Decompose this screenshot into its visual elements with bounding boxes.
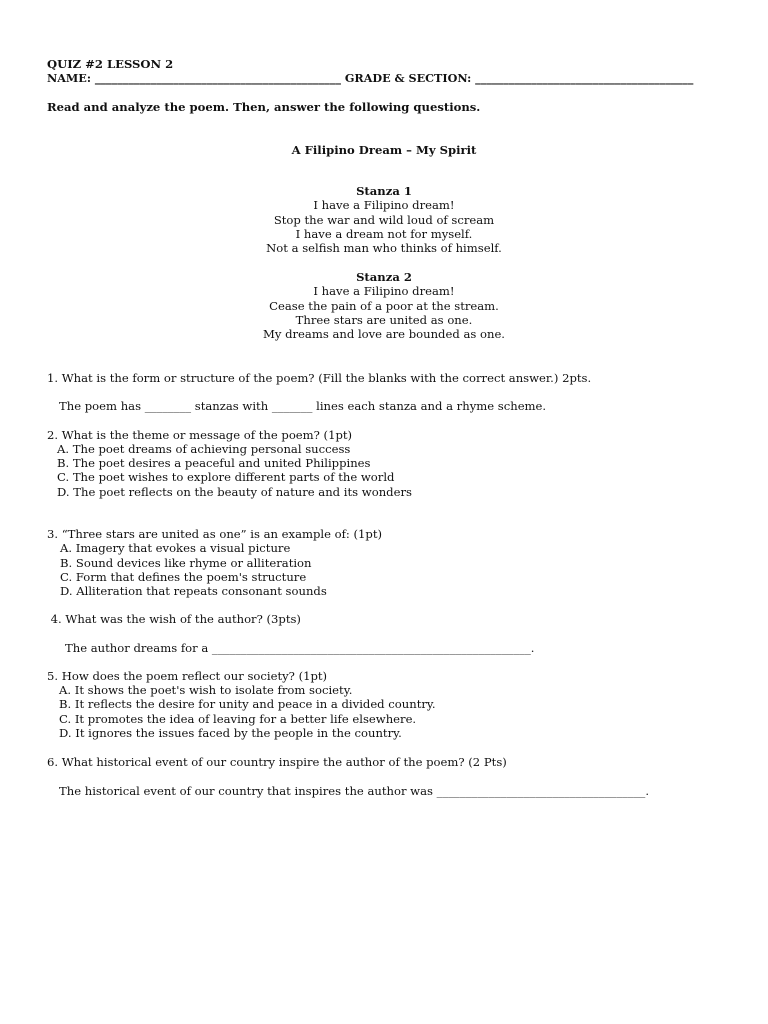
question-1-answer-line: The poem has ________ stanzas with _______ lines each stanza and a rhyme scheme. (59, 399, 547, 413)
question-5-option-c: C. It promotes the idea of leaving for a better life elsewhere. (59, 712, 417, 726)
question-3-option-b: B. Sound devices like rhyme or alliteration (60, 556, 312, 570)
question-4-answer-line: The author dreams for a _______________________________________________________. (65, 641, 535, 655)
question-3-prompt: 3. “Three stars are united as one” is an example of: (1pt) (47, 527, 383, 541)
question-6-prompt: 6. What historical event of our country inspire the author of the poem? (2 Pts) (47, 755, 507, 769)
question-2-option-c: C. The poet wishes to explore different parts of the world (57, 470, 395, 484)
poem-line: I have a Filipino dream! (313, 284, 455, 299)
poem-line: My dreams and love are bounded as one. (262, 327, 505, 342)
poem-line: I have a dream not for myself. (295, 226, 473, 241)
poem-line: Three stars are united as one. (295, 312, 473, 327)
question-4-prompt: 4. What was the wish of the author? (3pts) (47, 612, 301, 626)
poem-line: Cease the pain of a poor at the stream. (269, 298, 499, 313)
poem-line: Not a selfish man who thinks of himself. (266, 241, 502, 256)
question-6-answer-line: The historical event of our country that inspires the author was ____________________________________. (59, 784, 650, 798)
stanza-2 (0, 270, 768, 341)
quiz-title: QUIZ #2 LESSON 2 (47, 57, 174, 71)
question-2-option-b: B. The poet desires a peaceful and united Philippines (57, 456, 371, 470)
name-grade-line: NAME: ____________________________________________ GRADE & SECTION: _______________________________________ (47, 71, 694, 85)
question-3-option-c: C. Form that defines the poem's structure (60, 570, 307, 584)
stanza-heading: Stanza 2 (356, 270, 412, 284)
question-3-option-d: D. Alliteration that repeats consonant sounds (60, 584, 327, 598)
poem-line: I have a Filipino dream! (313, 198, 455, 213)
poem-title: A Filipino Dream – My Spirit (291, 143, 477, 157)
question-2-option-a: A. The poet dreams of achieving personal success (57, 442, 351, 456)
poem-line: Stop the war and wild loud of scream (273, 212, 495, 227)
question-2-prompt: 2. What is the theme or message of the poem? (1pt) (47, 428, 353, 442)
question-5-prompt: 5. How does the poem reflect our society? (1pt) (47, 669, 328, 683)
question-2-option-d: D. The poet reflects on the beauty of nature and its wonders (57, 485, 412, 499)
stanza-heading: Stanza 1 (356, 184, 412, 198)
question-3-option-a: A. Imagery that evokes a visual picture (60, 541, 291, 555)
question-5-option-b: B. It reflects the desire for unity and peace in a divided country. (59, 697, 436, 711)
question-1-prompt: 1. What is the form or structure of the poem? (Fill the blanks with the correct answer.) 2pts. (47, 371, 592, 385)
question-5-option-a: A. It shows the poet's wish to isolate from society. (59, 683, 353, 697)
instructions: Read and analyze the poem. Then, answer the following questions. (47, 100, 481, 114)
question-5-option-d: D. It ignores the issues faced by the people in the country. (59, 726, 402, 740)
stanza-1 (0, 184, 768, 255)
